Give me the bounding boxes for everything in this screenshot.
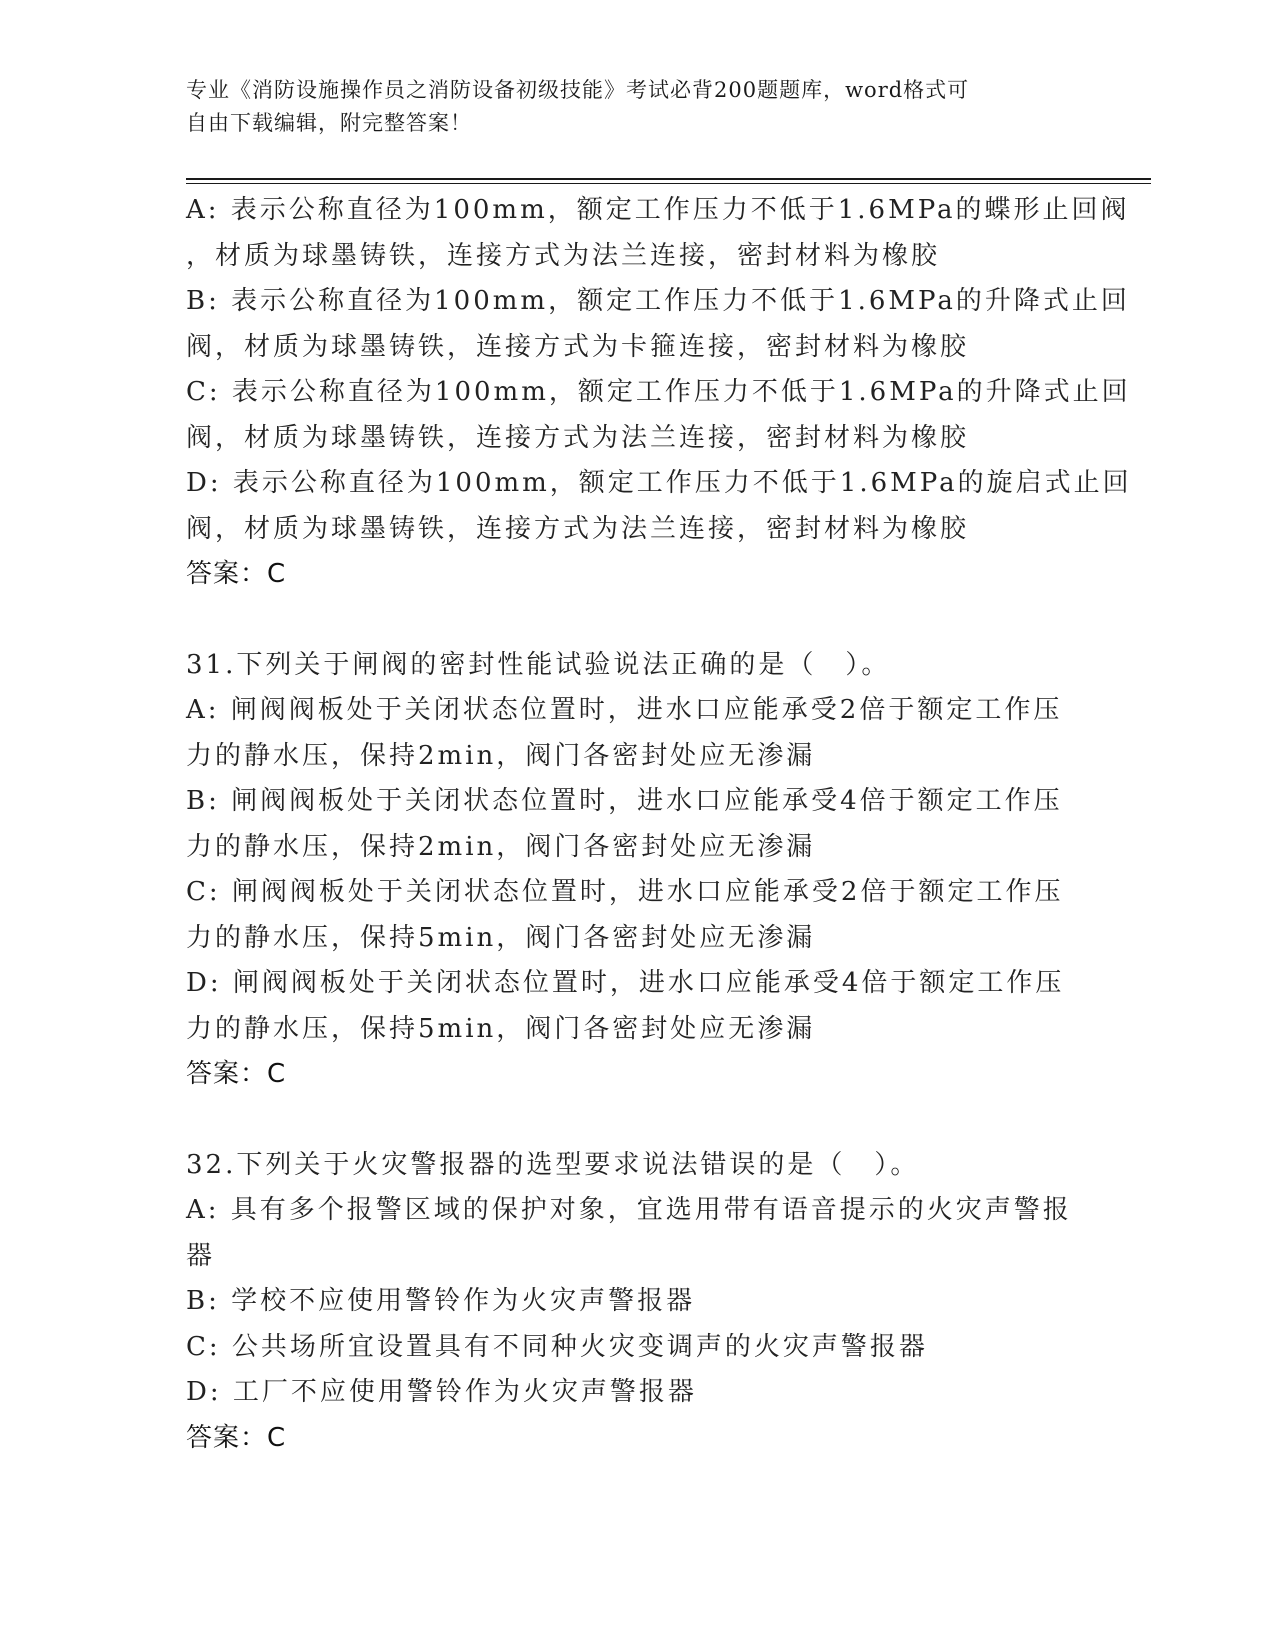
option-a-line-1: A: 闸阀阀板处于关闭状态位置时，进水口应能承受2倍于额定工作压 <box>186 695 1063 725</box>
question-30-block <box>186 188 1132 598</box>
option-c-line-2: 力的静水压，保持5min，阀门各密封处应无渗漏 <box>186 922 816 953</box>
question-text: 32.下列关于火灾警报器的选型要求说法错误的是（ ）。 <box>186 1149 920 1180</box>
answer-label: 答案：C <box>186 559 287 589</box>
option-d-line-2: 力的静水压，保持5min，阀门各密封处应无渗漏 <box>186 1013 816 1044</box>
header-line-1: 专业《消防设施操作员之消防设备初级技能》考试必背200题题库，word格式可 <box>186 78 970 102</box>
document-body <box>186 188 1132 1461</box>
option-d-line-2: 阀，材质为球墨铸铁，连接方式为法兰连接，密封材料为橡胶 <box>186 513 970 544</box>
option-c-line-1: C: 表示公称直径为100mm，额定工作压力不低于1.6MPa的升降式止回 <box>186 377 1131 407</box>
option-d-line-1: D: 表示公称直径为100mm，额定工作压力不低于1.6MPa的旋启式止回 <box>186 468 1132 498</box>
header-line-2: 自由下载编辑，附完整答案！ <box>186 111 472 135</box>
option-d-line-1: D: 工厂不应使用警铃作为火灾声警报器 <box>186 1377 697 1407</box>
option-c-line-1: C: 闸阀阀板处于关闭状态位置时，进水口应能承受2倍于额定工作压 <box>186 877 1064 907</box>
option-b-line-2: 力的静水压，保持2min，阀门各密封处应无渗漏 <box>186 831 816 862</box>
header-divider-thick <box>186 178 1151 180</box>
question-text: 31.下列关于闸阀的密封性能试验说法正确的是（ ）。 <box>186 649 891 680</box>
option-b-line-1: B: 闸阀阀板处于关闭状态位置时，进水口应能承受4倍于额定工作压 <box>186 786 1063 816</box>
header-divider-thin <box>186 183 1151 184</box>
option-b-line-2: 阀，材质为球墨铸铁，连接方式为卡箍连接，密封材料为橡胶 <box>186 331 970 362</box>
answer-label: 答案：C <box>186 1422 287 1453</box>
question-31-block <box>186 643 1086 1098</box>
option-b-line-1: B: 表示公称直径为100mm，额定工作压力不低于1.6MPa的升降式止回 <box>186 286 1130 316</box>
option-c-line-2: 阀，材质为球墨铸铁，连接方式为法兰连接，密封材料为橡胶 <box>186 422 970 453</box>
option-a-line-2: ，材质为球墨铸铁，连接方式为法兰连接，密封材料为橡胶 <box>186 240 941 271</box>
question-32-block <box>186 1143 1086 1462</box>
option-b-line-1: B: 学校不应使用警铃作为火灾声警报器 <box>186 1286 696 1316</box>
option-c-line-1: C: 公共场所宜设置具有不同种火灾变调声的火灾声警报器 <box>186 1331 928 1362</box>
option-a-line-1: A: 表示公称直径为100mm，额定工作压力不低于1.6MPa的蝶形止回阀 <box>186 195 1130 225</box>
answer-label: 答案：C <box>186 1059 287 1089</box>
option-a-line-1: A: 具有多个报警区域的保护对象，宜选用带有语音提示的火灾声警报 <box>186 1195 1072 1225</box>
option-a-line-2: 力的静水压，保持2min，阀门各密封处应无渗漏 <box>186 740 816 771</box>
option-a-line-2: 器 <box>186 1240 216 1271</box>
question-spacer <box>186 1098 1086 1143</box>
document-header <box>186 74 1086 140</box>
question-spacer <box>186 598 1086 643</box>
option-d-line-1: D: 闸阀阀板处于关闭状态位置时，进水口应能承受4倍于额定工作压 <box>186 968 1065 998</box>
